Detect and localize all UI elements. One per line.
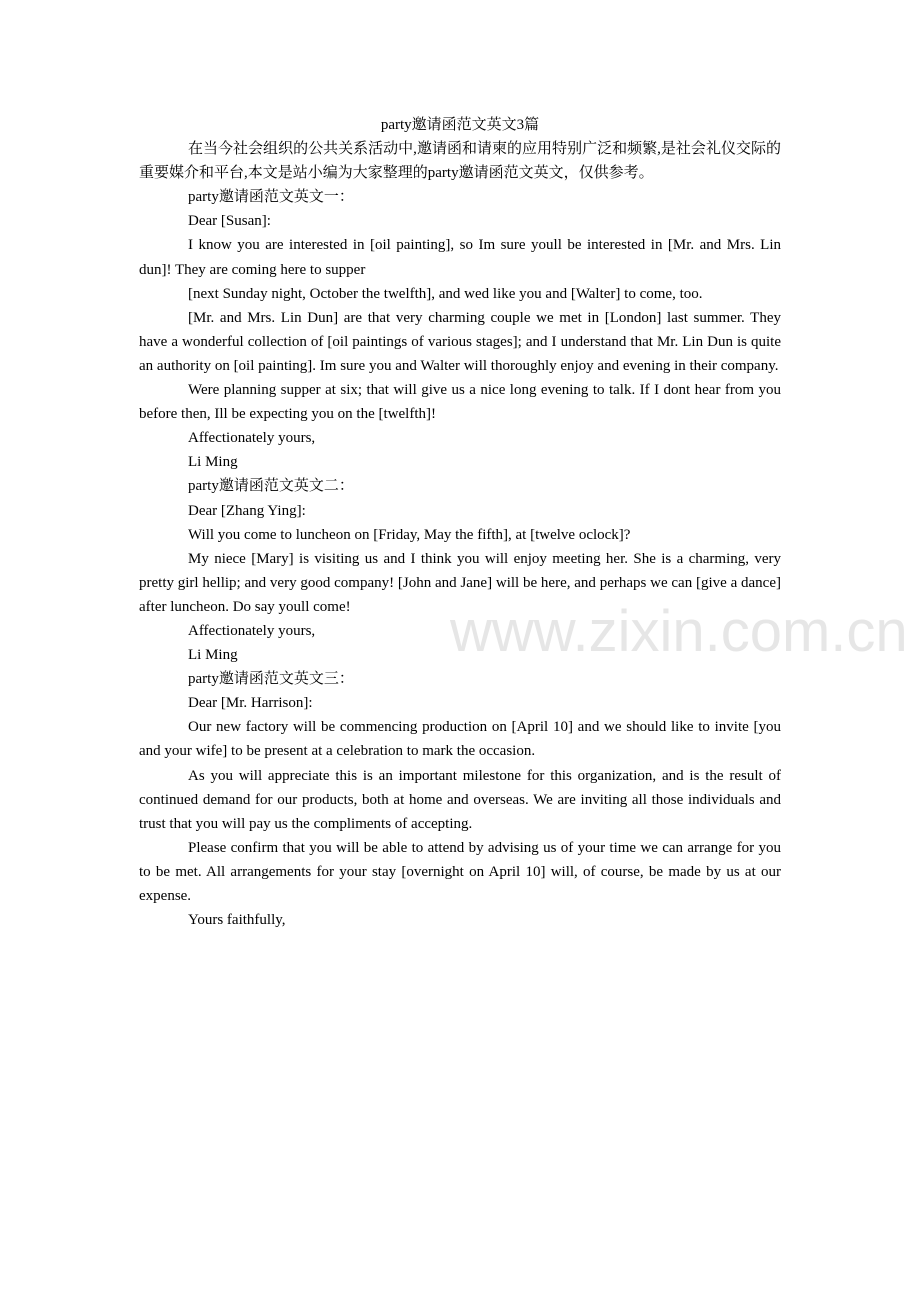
- letter3-paragraph-2: As you will appreciate this is an important milestone for this organization, and is the result of continued demand for our products, both at home and overseas. We are inviting all those individuals and trust that you will pay us the compliments of accepting.: [139, 767, 781, 832]
- letter2-signature: Li Ming: [188, 647, 238, 664]
- letter1-paragraph-1: I know you are interested in [oil painting], so Im sure youll be interested in [Mr. and Mrs. Lin dun]! They are coming here to supper: [139, 237, 781, 278]
- watermark-text: www.zixin.com.cn: [450, 599, 908, 664]
- letter1-closing: Affectionately yours,: [188, 430, 316, 447]
- document-title: party邀请函范文英文3篇: [380, 117, 540, 133]
- letter3-closing: Yours faithfully,: [188, 912, 286, 929]
- letter3-paragraph-1: Our new factory will be commencing production on [April 10] and we should like to invite [you and your wife] to be present at a celebration to mark the occasion.: [139, 719, 781, 760]
- letter1-salutation: Dear [Susan]:: [188, 213, 271, 230]
- letter3-salutation: Dear [Mr. Harrison]:: [188, 695, 313, 712]
- document-body: [139, 113, 781, 932]
- letter2-salutation: Dear [Zhang Ying]:: [188, 502, 306, 519]
- section-heading-2: party邀请函范文英文二：: [188, 478, 354, 495]
- letter1-paragraph-3: [Mr. and Mrs. Lin Dun] are that very charming couple we met in [London] last summer. They have a wonderful collection of [oil paintings of various stages]; and I understand that Mr. Lin Dun is quite an authority on [oil painting]. Im sure you and Walter will thoroughly enjoy and evening in their company.: [139, 309, 781, 374]
- letter1-signature: Li Ming: [188, 454, 238, 471]
- letter2-paragraph-1: Will you come to luncheon on [Friday, May the fifth], at [twelve oclock]?: [188, 526, 631, 543]
- letter1-paragraph-4: Were planning supper at six; that will give us a nice long evening to talk. If I dont hear from you before then, Ill be expecting you on the [twelfth]!: [139, 382, 781, 423]
- letter1-paragraph-2: [next Sunday night, October the twelfth], and wed like you and [Walter] to come, too.: [188, 285, 703, 302]
- letter3-paragraph-3: Please confirm that you will be able to attend by advising us of your time we can arrange for you to be met. All arrangements for your stay [overnight on April 10] will, of course, be made by us at our expense.: [139, 839, 781, 904]
- section-heading-1: party邀请函范文英文一：: [188, 189, 354, 206]
- letter2-closing: Affectionately yours,: [188, 622, 316, 639]
- section-heading-3: party邀请函范文英文三：: [188, 671, 354, 688]
- letter2-paragraph-2: My niece [Mary] is visiting us and I think you will enjoy meeting her. She is a charming, very pretty girl hellip; and very good company! [John and Jane] will be here, and perhaps we can [give a dance] after luncheon. Do say youll come!: [139, 550, 781, 615]
- intro-paragraph: 在当今社会组织的公共关系活动中,邀请函和请柬的应用特别广泛和频繁,是社会礼仪交际的重要媒介和平台,本文是站小编为大家整理的party邀请函范文英文，仅供参考。: [139, 141, 781, 182]
